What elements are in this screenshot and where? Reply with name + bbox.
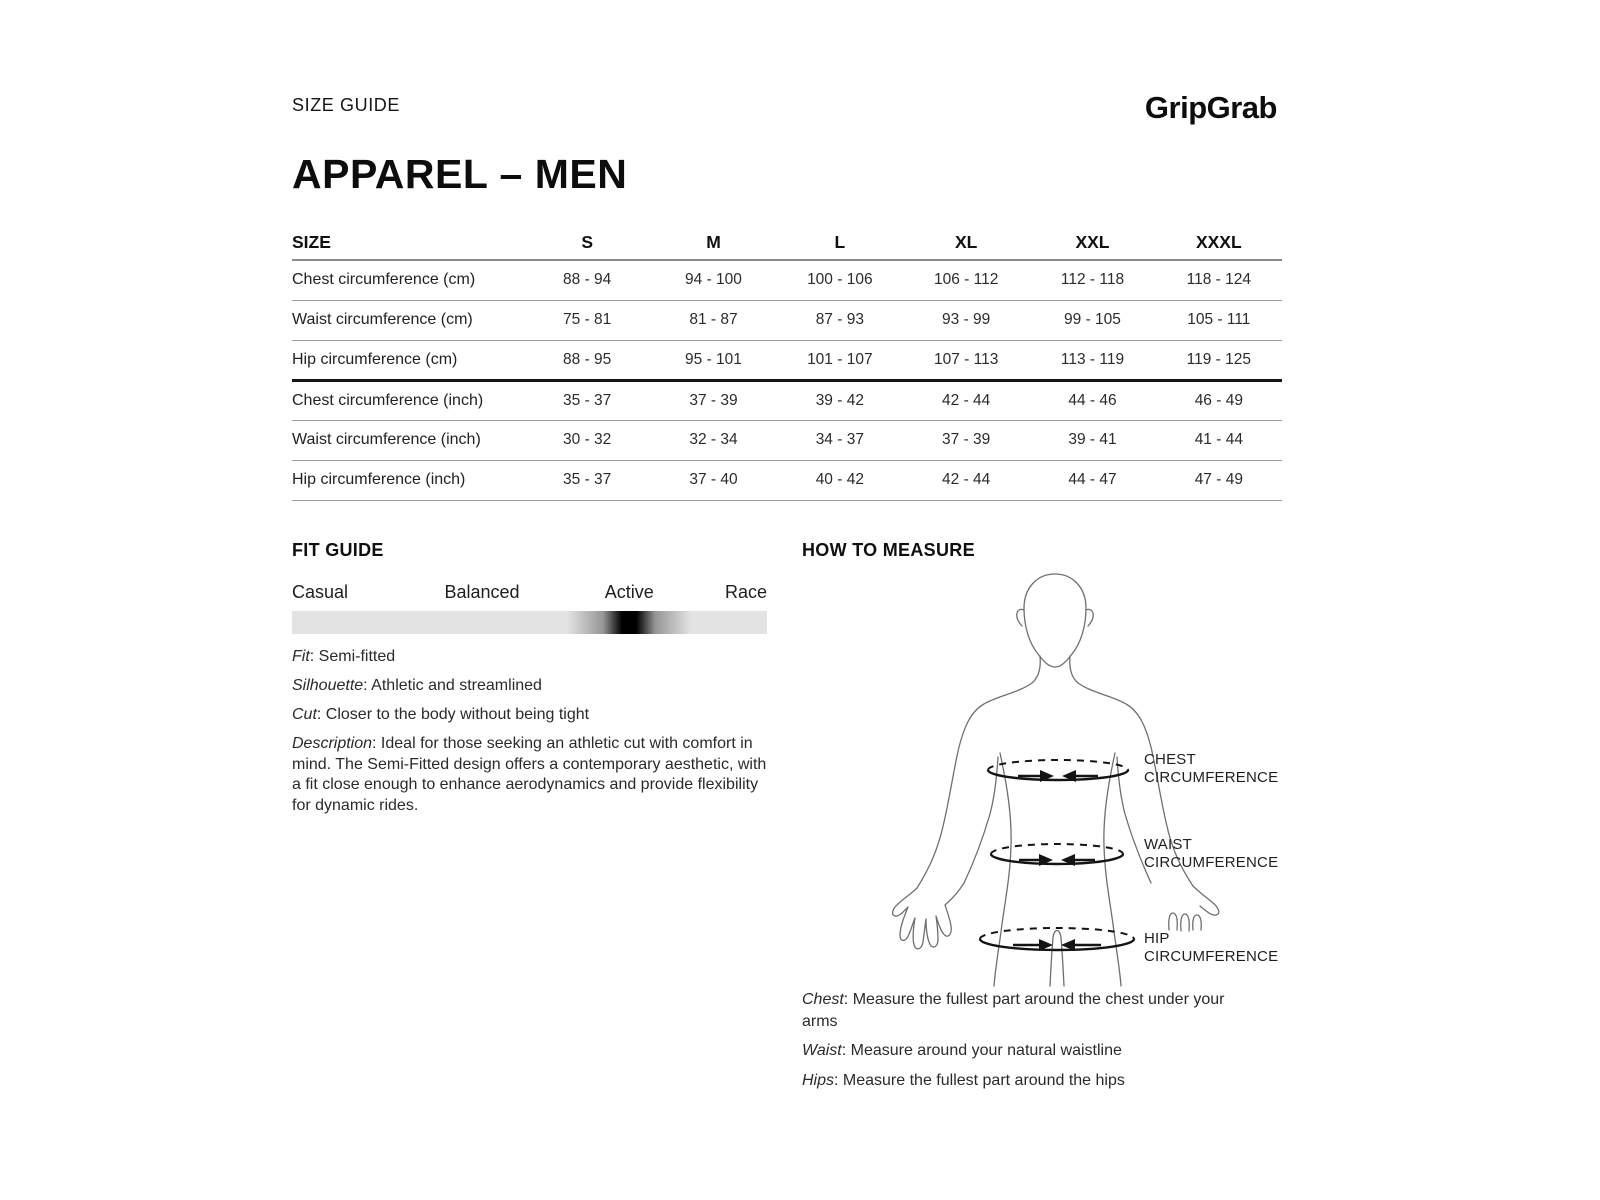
hip-label-line2: CIRCUMFERENCE <box>1144 947 1279 965</box>
size-value-cell: 88 - 94 <box>524 260 650 300</box>
row-label: Hip circumference (cm) <box>292 340 524 380</box>
fit-scale-label-active: Active <box>604 582 654 602</box>
silhouette-text: : Athletic and streamlined <box>363 677 542 694</box>
size-value-cell: 47 - 49 <box>1156 460 1282 500</box>
column-header-xxxl: XXXL <box>1156 226 1282 260</box>
size-value-cell: 87 - 93 <box>777 300 903 340</box>
chest-circumference-label <box>1144 751 1278 786</box>
table-row <box>292 420 1282 460</box>
size-value-cell: 39 - 42 <box>777 380 903 420</box>
table-header-row <box>292 226 1282 260</box>
fit-attribute-silhouette <box>292 676 770 697</box>
column-header-l: L <box>777 226 903 260</box>
instruction-chest <box>802 989 1232 1032</box>
size-value-cell: 118 - 124 <box>1156 260 1282 300</box>
fit-attribute-description <box>292 734 770 816</box>
fit-scale-label-casual: Casual <box>292 582 349 602</box>
row-label: Waist circumference (cm) <box>292 300 524 340</box>
row-label: Chest circumference (inch) <box>292 380 524 420</box>
size-guide-table <box>292 226 1282 501</box>
waist-instruction-text: : Measure around your natural waistline <box>841 1042 1122 1059</box>
chest-label-line1: CHEST <box>1144 751 1196 768</box>
how-to-measure-heading: HOW TO MEASURE <box>802 540 975 560</box>
chest-label-line2: CIRCUMFERENCE <box>1144 768 1279 786</box>
fit-scale-bar <box>292 611 767 634</box>
fit-guide-heading: FIT GUIDE <box>292 540 384 560</box>
row-label: Waist circumference (inch) <box>292 420 524 460</box>
column-header-xl: XL <box>903 226 1029 260</box>
column-header-s: S <box>524 226 650 260</box>
waist-term: Waist <box>802 1042 842 1059</box>
size-value-cell: 44 - 47 <box>1029 460 1155 500</box>
row-label: Chest circumference (cm) <box>292 260 524 300</box>
size-value-cell: 37 - 39 <box>650 380 776 420</box>
size-value-cell: 44 - 46 <box>1029 380 1155 420</box>
size-value-cell: 100 - 106 <box>777 260 903 300</box>
size-value-cell: 30 - 32 <box>524 420 650 460</box>
size-value-cell: 41 - 44 <box>1156 420 1282 460</box>
hips-instruction-text: : Measure the fullest part around the hips <box>834 1071 1125 1089</box>
size-value-cell: 37 - 40 <box>650 460 776 500</box>
size-value-cell: 105 - 111 <box>1156 300 1282 340</box>
size-value-cell: 113 - 119 <box>1029 340 1155 380</box>
size-value-cell: 107 - 113 <box>903 340 1029 380</box>
chest-term: Chest <box>802 991 844 1008</box>
table-row <box>292 300 1282 340</box>
table-row <box>292 340 1282 380</box>
size-value-cell: 95 - 101 <box>650 340 776 380</box>
instruction-hips <box>802 1070 1232 1092</box>
size-value-cell: 99 - 105 <box>1029 300 1155 340</box>
waist-label-line2: CIRCUMFERENCE <box>1144 853 1279 871</box>
size-value-cell: 34 - 37 <box>777 420 903 460</box>
size-value-cell: 106 - 112 <box>903 260 1029 300</box>
column-header-m: M <box>650 226 776 260</box>
fit-attributes <box>292 647 770 825</box>
fit-scale-label-balanced: Balanced <box>444 582 520 602</box>
fit-scale-labels <box>292 582 767 604</box>
chest-measure-ellipse <box>988 760 1128 782</box>
size-value-cell: 42 - 44 <box>903 460 1029 500</box>
size-value-cell: 35 - 37 <box>524 460 650 500</box>
fit-attribute-cut <box>292 705 770 726</box>
fit-scale-label-race: Race <box>724 582 767 602</box>
cut-term: Cut <box>292 706 317 723</box>
size-value-cell: 46 - 49 <box>1156 380 1282 420</box>
hip-measure-ellipse <box>980 928 1134 951</box>
page-title: APPAREL – MEN <box>292 151 628 197</box>
size-value-cell: 119 - 125 <box>1156 340 1282 380</box>
size-value-cell: 39 - 41 <box>1029 420 1155 460</box>
size-value-cell: 94 - 100 <box>650 260 776 300</box>
column-header-size: SIZE <box>292 226 524 260</box>
size-value-cell: 81 - 87 <box>650 300 776 340</box>
column-header-xxl: XXL <box>1029 226 1155 260</box>
description-term: Description <box>292 735 373 752</box>
size-value-cell: 75 - 81 <box>524 300 650 340</box>
size-value-cell: 37 - 39 <box>903 420 1029 460</box>
size-value-cell: 40 - 42 <box>777 460 903 500</box>
table-row <box>292 260 1282 300</box>
cut-text: : Closer to the body without being tight <box>316 706 590 723</box>
size-value-cell: 112 - 118 <box>1029 260 1155 300</box>
size-value-cell: 88 - 95 <box>524 340 650 380</box>
size-value-cell: 32 - 34 <box>650 420 776 460</box>
fit-attribute-fit <box>292 647 770 668</box>
table-row <box>292 460 1282 500</box>
silhouette-term: Silhouette <box>292 677 364 694</box>
table-row <box>292 380 1282 420</box>
hips-term: Hips <box>802 1071 835 1089</box>
waist-circumference-label <box>1144 836 1278 871</box>
size-value-cell: 35 - 37 <box>524 380 650 420</box>
hip-circumference-label <box>1144 930 1278 965</box>
hip-label-line1: HIP <box>1144 930 1170 947</box>
measure-instructions <box>802 989 1232 1099</box>
chest-instruction-text: : Measure the fullest part around the chest under your arms <box>802 991 1225 1030</box>
row-label: Hip circumference (inch) <box>292 460 524 500</box>
fit-term: Fit <box>292 648 310 665</box>
size-value-cell: 42 - 44 <box>903 380 1029 420</box>
brand-logo: GripGrab <box>1144 90 1277 125</box>
eyebrow-size-guide: SIZE GUIDE <box>292 95 401 115</box>
fit-text: : Semi-fitted <box>309 648 396 665</box>
size-value-cell: 101 - 107 <box>777 340 903 380</box>
instruction-waist <box>802 1040 1232 1062</box>
description-text: : Ideal for those seeking an athletic cut with comfort in mind. The Semi-Fitted design offers a contemporary aesthetic, with a fit close enough to enhance aerodynamics and provide flexibility for dynamic rides. <box>292 735 767 814</box>
waist-label-line1: WAIST <box>1144 836 1192 853</box>
size-value-cell: 93 - 99 <box>903 300 1029 340</box>
